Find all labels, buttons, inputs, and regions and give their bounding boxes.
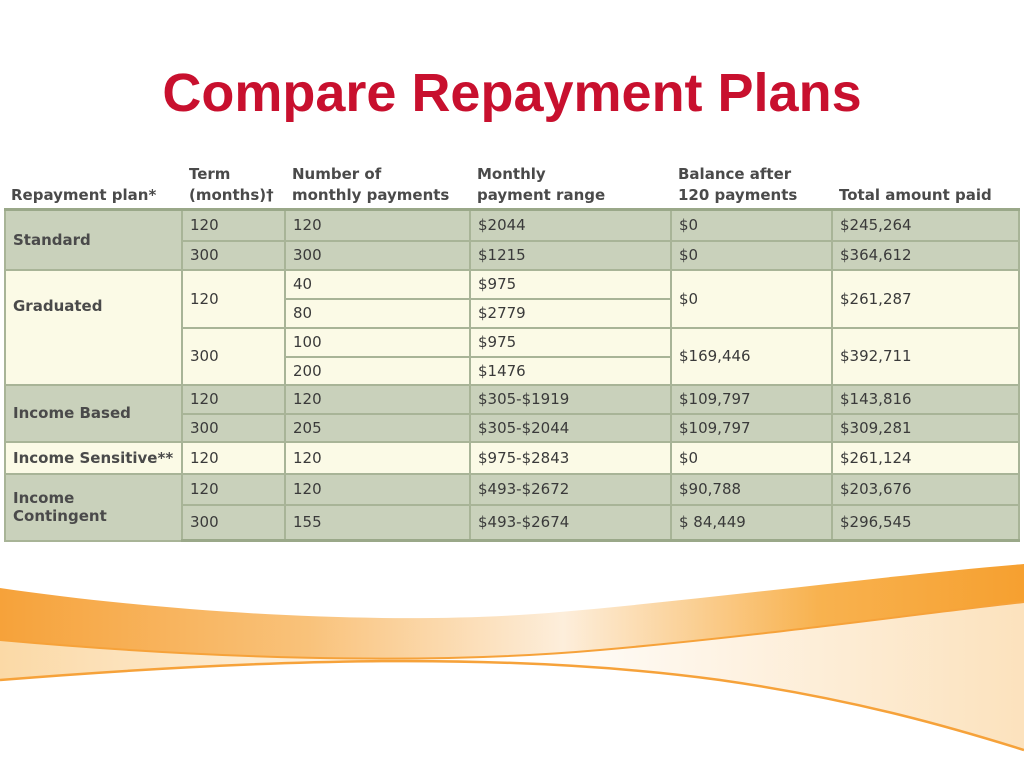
range-cell: $305-$1919	[470, 385, 671, 414]
term-cell: 120	[182, 270, 285, 328]
header-repayment-plan: Repayment plan*	[11, 186, 157, 204]
balance-cell: $0	[671, 442, 832, 474]
total-cell: $261,124	[832, 442, 1019, 474]
balance-cell: $ 84,449	[671, 505, 832, 541]
payments-cell: 120	[285, 385, 470, 414]
total-cell: $261,287	[832, 270, 1019, 328]
plan-name-income-sensitive: Income Sensitive**	[5, 442, 182, 474]
term-cell: 120	[182, 385, 285, 414]
header-payments-line1: Number of	[292, 165, 382, 183]
table-row	[5, 474, 1019, 505]
header-term-line1: Term	[189, 165, 231, 183]
term-cell: 120	[182, 442, 285, 474]
total-cell: $245,264	[832, 210, 1019, 241]
balance-cell: $0	[671, 270, 832, 328]
table-row	[5, 385, 1019, 414]
range-cell: $2044	[470, 210, 671, 241]
term-cell: 120	[182, 474, 285, 505]
range-cell: $975	[470, 328, 671, 357]
header-range-line2: payment range	[477, 186, 606, 204]
payments-cell: 155	[285, 505, 470, 541]
header-balance-line2: 120 payments	[678, 186, 798, 204]
range-cell: $975-$2843	[470, 442, 671, 474]
table-row	[5, 442, 1019, 474]
payments-cell: 200	[285, 357, 470, 385]
header-balance-line1: Balance after	[678, 165, 792, 183]
range-cell: $1215	[470, 241, 671, 270]
payments-cell: 120	[285, 210, 470, 241]
payments-cell: 205	[285, 414, 470, 442]
term-cell: 300	[182, 328, 285, 385]
payments-cell: 120	[285, 474, 470, 505]
payments-cell: 80	[285, 299, 470, 328]
table-header-row	[0, 164, 1024, 210]
total-cell: $143,816	[832, 385, 1019, 414]
term-cell: 120	[182, 210, 285, 241]
header-term-line2: (months)†	[189, 186, 274, 204]
balance-cell: $169,446	[671, 328, 832, 385]
payments-cell: 120	[285, 442, 470, 474]
range-cell: $493-$2674	[470, 505, 671, 541]
range-cell: $1476	[470, 357, 671, 385]
term-cell: 300	[182, 505, 285, 541]
total-cell: $309,281	[832, 414, 1019, 442]
term-cell: 300	[182, 241, 285, 270]
repayment-plans-table	[4, 208, 1020, 542]
range-cell: $305-$2044	[470, 414, 671, 442]
total-cell: $364,612	[832, 241, 1019, 270]
plan-name-income-contingent	[5, 474, 182, 541]
plan-name-graduated: Graduated	[5, 270, 182, 385]
table-row	[5, 210, 1019, 241]
balance-cell: $0	[671, 241, 832, 270]
slide-title: Compare Repayment Plans	[162, 63, 862, 123]
term-cell: 300	[182, 414, 285, 442]
balance-cell: $109,797	[671, 385, 832, 414]
payments-cell: 40	[285, 270, 470, 299]
plan-name-line2: Contingent	[13, 507, 107, 525]
balance-cell: $109,797	[671, 414, 832, 442]
header-range-line1: Monthly	[477, 165, 546, 183]
range-cell: $493-$2672	[470, 474, 671, 505]
total-cell: $296,545	[832, 505, 1019, 541]
plan-name-standard: Standard	[5, 210, 182, 270]
range-cell: $975	[470, 270, 671, 299]
header-payments-line2: monthly payments	[292, 186, 450, 204]
total-cell: $203,676	[832, 474, 1019, 505]
payments-cell: 100	[285, 328, 470, 357]
range-cell: $2779	[470, 299, 671, 328]
plan-name-line1: Income	[13, 489, 75, 507]
balance-cell: $90,788	[671, 474, 832, 505]
orange-swoosh-decoration	[0, 540, 1024, 768]
table-row	[5, 270, 1019, 299]
header-total-paid: Total amount paid	[839, 186, 992, 204]
plan-name-income-based: Income Based	[5, 385, 182, 442]
balance-cell: $0	[671, 210, 832, 241]
payments-cell: 300	[285, 241, 470, 270]
total-cell: $392,711	[832, 328, 1019, 385]
